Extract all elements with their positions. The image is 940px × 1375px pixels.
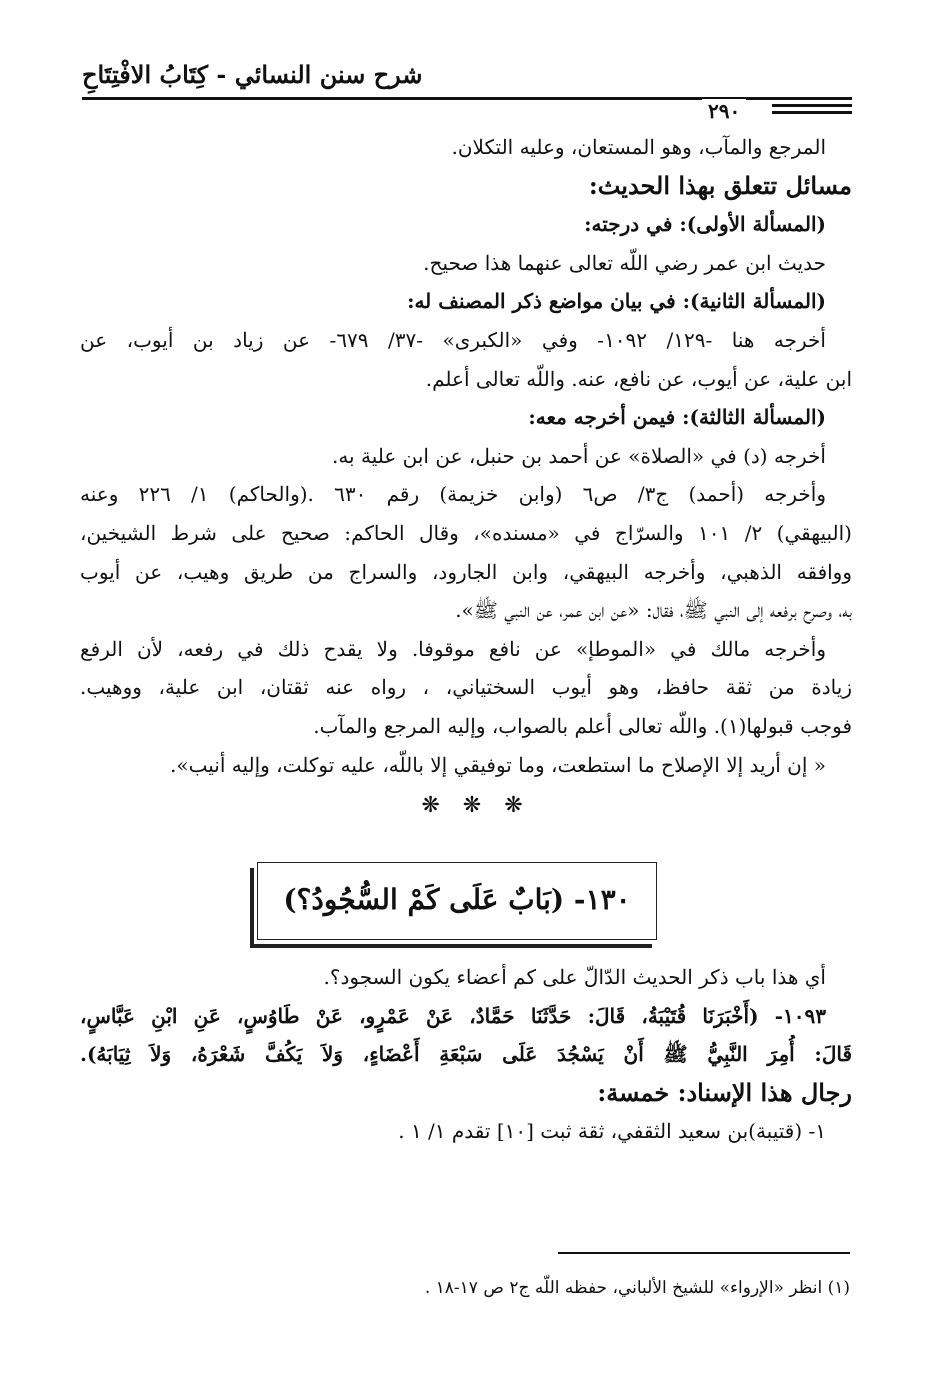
text-line: به، وصرح برفعه إلى النبي ﷺ، فقال: «عن ابن عمر، عن النبي ﷺ». bbox=[455, 598, 852, 623]
page-number-rule-middle bbox=[772, 104, 852, 107]
text-line: « إن أريد إلا الإصلاح ما استطعت، وما توفيقي إلا باللّه، عليه توكلت، وإليه أنيب». bbox=[170, 752, 826, 777]
section-heading: مسائل تتعلق بهذا الحديث: bbox=[588, 170, 852, 200]
text-line: ابن علية، عن أيوب، عن نافع، عنه. واللّه تعالى أعلم. bbox=[425, 366, 852, 391]
issue-heading-first: (المسألة الأولى): في درجته: bbox=[584, 212, 826, 237]
narrator-entry: ١- (قتيبة)بن سعيد الثقفي، ثقة ثبت [١٠] تقدم ١/ ١ . bbox=[398, 1119, 826, 1144]
text-line: وأخرجه (أحمد) ج٣/ ص٦ (وابن خزيمة) رقم ٦٣٠ .(والحاكم) ١/ ٢٢٦ وعنه bbox=[80, 482, 826, 507]
text-line: ووافقه الذهبي، وأخرجه البيهقي، وابن الجارود، والسراج من طريق وهيب، عن أيوب bbox=[80, 559, 852, 584]
issue-heading-second: (المسألة الثانية): في بيان مواضع ذكر المصنف له: bbox=[407, 289, 826, 314]
chapter-box-frame bbox=[257, 862, 657, 940]
text-line: أخرجه (د) في «الصلاة» عن أحمد بن حنبل، عن ابن علية به. bbox=[331, 443, 826, 468]
text-line: المرجع والمآب، وهو المستعان، وعليه التكلان. bbox=[451, 135, 826, 159]
hadith-text: ١٠٩٣- (أَخْبَرَنَا قُتَيْبَةُ، قَالَ: حَدَّثَنَا حَمَّادٌ، عَنْ عَمْرٍو، عَنْ طَاوُسٍ، عَنِ ابْنِ عَبَّاسٍ، bbox=[80, 1003, 826, 1028]
page-number-area bbox=[702, 97, 852, 123]
footnote: (١) انظر «الإرواء» للشيخ الألباني، حفظه اللّه ج٢ ص ١٧-١٨ . bbox=[424, 1278, 850, 1298]
hadith-text: قَالَ: أُمِرَ النَّبِيُّ ﷺ أَنْ يَسْجُدَ عَلَى سَبْعَةِ أَعْضَاءٍ، وَلاَ يَكُفَّ شَعْرَهُ، وَلاَ ثِيَابَهُ). bbox=[80, 1042, 852, 1067]
page-number-rule-top bbox=[772, 97, 852, 100]
page-number-rule-bottom bbox=[772, 111, 852, 114]
body-text bbox=[80, 128, 852, 1151]
header-title: شرح سنن النسائي - كِتَابُ الافْتِتَاحِ bbox=[82, 60, 423, 89]
narrators-heading: رجال هذا الإسناد: خمسة: bbox=[597, 1077, 852, 1107]
text-line: حديث ابن عمر رضي اللّه تعالى عنهما هذا صحيح. bbox=[423, 250, 826, 275]
page-number: ٢٩٠ bbox=[702, 99, 746, 123]
footnote-rule bbox=[558, 1252, 850, 1254]
text-line: (البيهقي) ٢/ ١٠١ والسرّاج في «مسنده»، وقال الحاكم: صحيح على شرط الشيخين، bbox=[80, 520, 852, 545]
text-line: وأخرجه مالك في «الموطإ» عن نافع موقوفا. ولا يقدح ذلك في رفعه، لأن الرفع bbox=[80, 636, 826, 661]
text-line: أي هذا باب ذكر الحديث الدّالّ على كم أعضاء يكون السجود؟. bbox=[323, 965, 826, 990]
text-line: أخرجه هنا -١٢٩/ ١٠٩٢- وفي «الكبرى» -٣٧/ ٦٧٩- عن زياد بن أيوب، عن bbox=[80, 327, 826, 352]
chapter-box bbox=[80, 828, 852, 958]
text-line: زيادة من ثقة حافظ، وهو أيوب السختياني، ، رواه عنه ثقتان، ابن علية، ووهيب. bbox=[80, 675, 852, 700]
text-line: فوجب قبولها(١). واللّه تعالى أعلم بالصواب، وإليه المرجع والمآب. bbox=[313, 713, 852, 738]
chapter-title: ١٣٠- (بَابٌ عَلَى كَمْ السُّجُودُ؟) bbox=[283, 883, 631, 917]
running-header bbox=[82, 52, 852, 123]
issue-heading-third: (المسألة الثالثة): فيمن أخرجه معه: bbox=[528, 405, 826, 430]
section-separator: ❋ ❋ ❋ bbox=[421, 793, 531, 819]
